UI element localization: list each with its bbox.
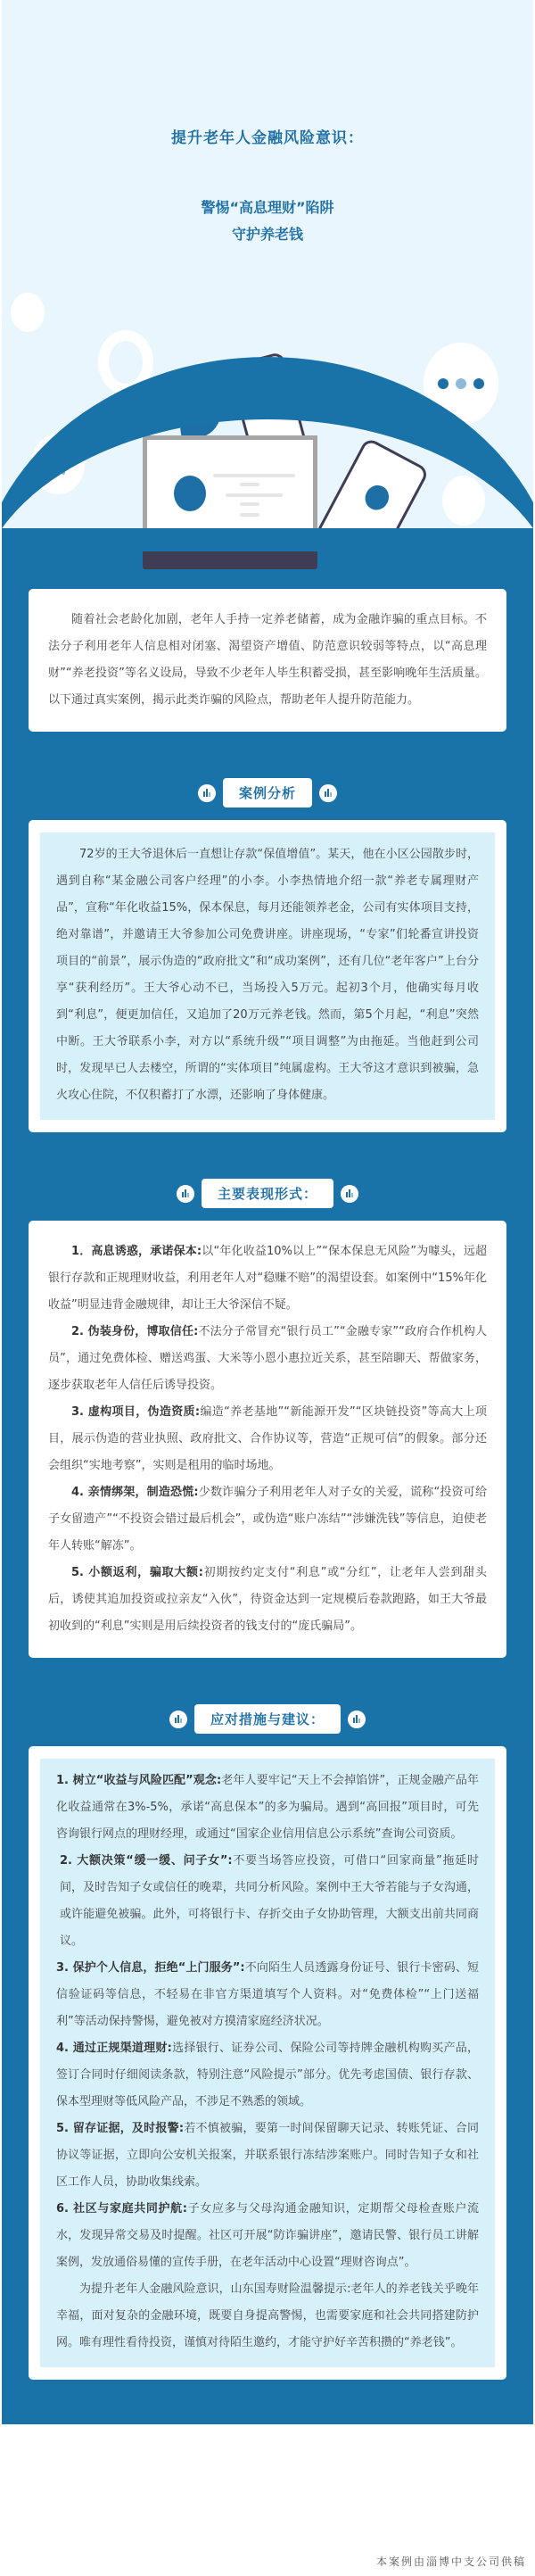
advice-card xyxy=(29,1746,506,2380)
bar-chart-icon xyxy=(177,1185,194,1203)
check-badge-icon: ✓ xyxy=(328,382,355,409)
section-title-advice: 应对措施与建议： xyxy=(194,1704,341,1734)
advice-item xyxy=(56,2035,479,2116)
advice-item-text: 不要当场答应投资，可借口“回家商量”拖延时间，及时告知子女或信任的晚辈，共同分析风险。案例中王大爷若能与子女沟通，或许能避免被骗。此外，可将银行卡、存折交由子女协助管理，大额支出前共同商议。 xyxy=(60,1854,479,1948)
section-title-case: 案例分析 xyxy=(223,778,312,808)
advice-item-title: 4. 通过正规渠道理财: xyxy=(56,2042,172,2055)
bar-chart-icon xyxy=(169,1710,187,1728)
forms-item xyxy=(48,1399,487,1479)
advice-item xyxy=(56,2116,479,2196)
intro-card xyxy=(29,589,506,732)
advice-item-text: 选择银行、证券公司、保险公司等持牌金融机构购买产品，签订合同时仔细阅读条款，特别注意“风险提示”部分。优先考虑国债、银行存款、保本型理财等低风险产品，不涉足不熟悉的领域。 xyxy=(56,2042,479,2108)
advice-item xyxy=(56,2196,479,2276)
bar-chart-icon xyxy=(198,784,216,802)
advice-item-text: 子女应多与父母沟通金融知识，定期帮父母检查账户流水，发现异常交易及时提醒。社区可开展“防诈骗讲座”，邀请民警、银行员工讲解案例，发放通俗易懂的宣传手册，在老年活动中心设置“理财咨询点”。 xyxy=(56,2202,479,2269)
section-header-case xyxy=(29,732,506,820)
hero-title: 提升老年人金融风险意识： xyxy=(171,129,364,147)
intro-text: 随着社会老龄化加剧，老年人手持一定养老储蓄，成为金融诈骗的重点目标。不法分子利用老年人信息相对闭塞、渴望资产增值、防范意识较弱等特点，以“高息理财”“养老投资”等名义设局，导致不少老年人毕生积蓄受损，甚至影响晚年生活质量。以下通过真实案例，揭示此类诈骗的风险点，帮助老年人提升防范能力。 xyxy=(48,613,487,707)
forms-item-text: 初期按约定支付“利息”或“分红”，让老年人尝到甜头后，诱使其追加投资或拉亲友“入伙”，待资金达到一定规模后卷款跑路，如王大爷最初收到的“利息”实则是用后续投资者的钱支付的“庞氏骗局”。 xyxy=(48,1566,487,1633)
forms-item-text: 少数诈骗分子利用老年人对子女的关爱，谎称“投资可给子女留遗产”“不投资会错过最后机会”，或伪造“账户冻结”“涉嫌洗钱”等信息，迫使老年人转账“解冻”。 xyxy=(48,1486,487,1553)
forms-item-text: 以“年化收益10%以上”“保本保息无风险”为噱头，远超银行存款和正规理财收益，利用老年人对“稳赚不赔”的渴望设套。如案例中“15%年化收益”明显违背金融规律，却让王大爷深信不疑。 xyxy=(48,1245,487,1312)
forms-item xyxy=(48,1319,487,1399)
hero-subtitle-line1: 警惕“高息理财”陷阱 xyxy=(201,199,334,216)
closing-paragraph: 为提升老年人金融风险意识，山东国寿财险温馨提示:老年人的养老钱关乎晚年幸福，面对复杂的金融环境，既要自身提高警惕，也需要家庭和社会共同搭建防护网。唯有理性看待投资，谨慎对待陌生邀约，才能守护好辛苦积攒的“养老钱”。 xyxy=(56,2282,479,2349)
advice-item-title: 3. 保护个人信息，拒绝“上门服务”: xyxy=(56,1961,245,1975)
main-content xyxy=(2,571,533,2424)
forms-item-title: 1．高息诱惑，承诺保本: xyxy=(71,1245,202,1258)
forms-item-title: 4. 亲情绑架，制造恐慌: xyxy=(71,1486,199,1499)
section-title-forms: 主要表现形式： xyxy=(202,1179,333,1208)
forms-item-title: 2. 伪装身份，博取信任: xyxy=(71,1325,199,1338)
forms-card xyxy=(29,1221,506,1658)
section-header-advice xyxy=(29,1658,506,1746)
advice-item-text: 不向陌生人员透露身份证号、银行卡密码、短信验证码等信息，不轻易在非官方渠道填写个人资料。对“免费体检”“上门送福利”等活动保持警惕，避免被对方摸清家庭经济状况。 xyxy=(56,1961,479,2028)
forms-item-text: 编造“养老基地”“新能源开发”“区块链投资”等高大上项目，展示伪造的营业执照、政府批文、合作协议等，营造“正规可信”的假象。部分还会组织“实地考察”，实则是租用的临时场地。 xyxy=(48,1405,487,1472)
advice-item-text: 若不慎被骗，要第一时间保留聊天记录、转账凭证、合同协议等证据，立即向公安机关报案，并联系银行冻结涉案账户。同时告知子女和社区工作人员，协助收集线索。 xyxy=(56,2122,479,2189)
decor-circle xyxy=(11,293,45,332)
advice-item xyxy=(56,1768,479,1848)
advice-item-title: 1. 树立“收益与风险匹配”观念: xyxy=(56,1774,222,1787)
advice-item-text: 老年人要牢记“天上不会掉馅饼”，正规金融产品年化收益通常在3%-5%，承诺“高息保本”的多为骗局。遇到“高回报”项目时，可先咨询银行网点的理财经理，或通过“国家企业信用信息公示系统”查询公司资质。 xyxy=(56,1774,480,1841)
spacer xyxy=(29,571,506,589)
advice-item xyxy=(56,1848,479,1955)
forms-item-title: 3. 虚构项目，伪造资质: xyxy=(71,1405,201,1419)
advice-item-title: 2. 大额决策“缓一缓、问子女”: xyxy=(60,1854,233,1868)
case-paragraph: 72岁的王大爷退休后一直想让存款“保值增值”。某天，他在小区公园散步时，遇到自称“某金融公司客户经理”的小李。小李热情地介绍一款“养老专属理财产品”，宣称“年化收益15%，保本保息，每月还能领养老金，公司有实体项目支持，绝对靠谱”，并邀请王大爷参加公司免费讲座。讲座现场，“专家”们轮番宣讲投资项目的“前景”，展示伪造的“政府批文”和“成功案例”，还有几位“老年客户”上台分享“获利经历”。王大爷心动不已，当场投入5万元。起初3个月，他确实每月收到“利息”，便更加信任，又追加了20万元养老钱。然而，第5个月起，“利息”突然中断。王大爷联系小李，对方以“系统升级”“项目调整”为由拖延。当他赶到公司时，发现早已人去楼空，所谓的“实体项目”纯属虚构。王大爷这才意识到被骗，急火攻心住院，不仅积蓄打了水漂，还影响了身体健康。 xyxy=(56,848,479,1102)
case-card xyxy=(29,820,506,1132)
bar-chart-icon xyxy=(348,1710,366,1728)
hero-subtitle xyxy=(2,195,533,248)
section-header-forms xyxy=(29,1132,506,1221)
laptop-base xyxy=(143,551,317,569)
advice-item-title: 6. 社区与家庭共同护航: xyxy=(56,2202,187,2216)
footer xyxy=(0,2424,535,2576)
forms-item-title: 5. 小额返利，骗取大额: xyxy=(71,1566,203,1579)
bar-chart-icon xyxy=(319,784,337,802)
hero-banner xyxy=(2,0,533,571)
hero-subtitle-line2: 守护养老钱 xyxy=(231,226,303,243)
advice-item xyxy=(56,1955,479,2035)
forms-item xyxy=(48,1560,487,1640)
forms-item xyxy=(48,1479,487,1560)
advice-item-title: 5. 留存证据，及时报警: xyxy=(56,2122,185,2135)
forms-item-text: 不法分子常冒充“银行员工”“金融专家”“政府合作机构人员”，通过免费体检、赠送鸡蛋、大米等小恩小惠拉近关系，甚至陪聊天、帮做家务，逐步获取老年人信任后诱导投资。 xyxy=(48,1325,487,1392)
source-note: 本案例由淄博中支公司供稿 xyxy=(375,2555,526,2568)
forms-item xyxy=(48,1238,487,1319)
bar-chart-icon xyxy=(341,1185,358,1203)
